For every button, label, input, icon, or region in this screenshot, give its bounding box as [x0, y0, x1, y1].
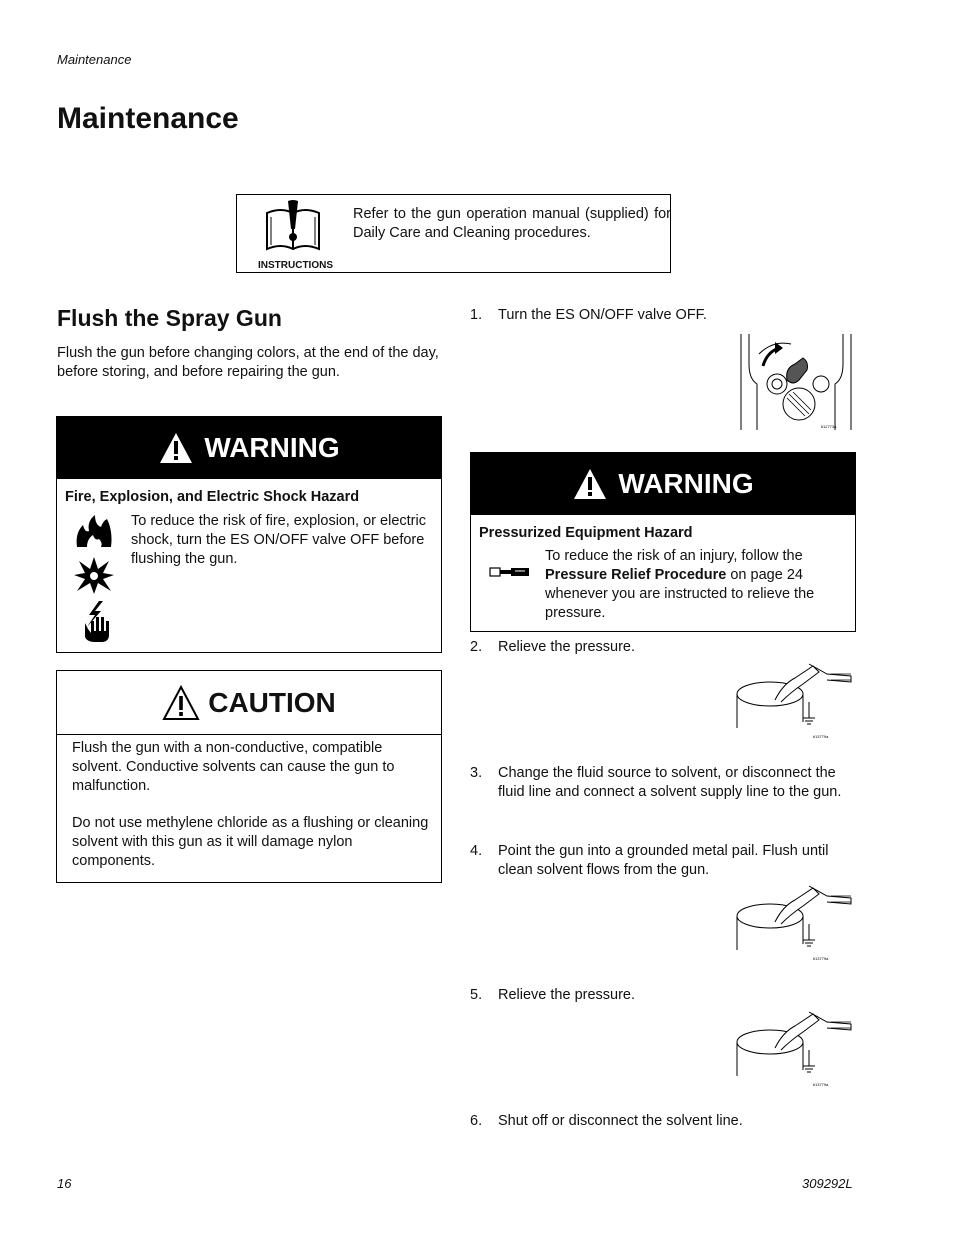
instruction-note-text: Refer to the gun operation manual (supplied) for Daily Care and Cleaning procedures. [353, 206, 671, 241]
svg-text:ti12773a: ti12773a [821, 424, 837, 429]
section-title: Flush the Spray Gun [57, 305, 282, 331]
pressure-relief-procedure-reference: Pressure Relief Procedure [545, 567, 727, 583]
step-text: Point the gun into a grounded metal pail. Flush until clean solvent flows from the gun. [498, 843, 829, 878]
hazard-title: Pressurized Equipment Hazard [479, 525, 693, 541]
pail-flush-figure [735, 882, 853, 964]
step-text: Relieve the pressure. [498, 639, 636, 655]
pail-flush-figure [735, 1008, 853, 1090]
electric-shock-icon [79, 601, 113, 643]
warning-triangle-icon [572, 467, 608, 501]
explosion-icon [73, 555, 115, 595]
hazard-text-part: on page 24 whenever you are instructed to relieve the pressure. [545, 567, 815, 621]
step-text: Change the fluid source to solvent, or disconnect the fluid line and connect a solvent supply line to the gun. [498, 765, 842, 800]
step-text: Shut off or disconnect the solvent line. [498, 1113, 743, 1129]
caution-paragraph-2: Do not use methylene chloride as a flushing or cleaning solvent with this gun as it will damage nylon components. [72, 815, 429, 869]
warning-pressurized-equipment [470, 452, 856, 632]
warning-header [471, 453, 855, 515]
svg-text:ti13779a: ti13779a [813, 1082, 829, 1087]
svg-text:ti13779a: ti13779a [813, 734, 829, 739]
pail-flush-figure [735, 660, 853, 742]
step-text: Relieve the pressure. [498, 987, 636, 1003]
step-number: 5. [470, 987, 483, 1003]
fire-icon [73, 513, 115, 549]
hazard-title: Fire, Explosion, and Electric Shock Hazard [65, 489, 360, 505]
es-valve-figure [737, 334, 855, 430]
warning-header [57, 417, 441, 479]
document-number: 309292L [802, 1176, 853, 1191]
step-number: 3. [470, 765, 483, 781]
instructions-icon-label: INSTRUCTIONS [258, 260, 333, 271]
page-number: 16 [57, 1176, 72, 1191]
hazard-text [545, 547, 849, 623]
warning-label: WARNING [204, 432, 340, 463]
caution-header [57, 671, 441, 735]
step-text: Turn the ES ON/OFF valve OFF. [498, 307, 707, 323]
hazard-text-part: To reduce the risk of an injury, follow the [545, 548, 803, 564]
instruction-note [236, 194, 671, 273]
page-title: Maintenance [57, 102, 239, 135]
pressure-gun-icon [489, 565, 531, 579]
caution-paragraph-1: Flush the gun with a non-conductive, compatible solvent. Conductive solvents can cause the gun to malfunction. [72, 740, 395, 794]
warning-label: WARNING [618, 468, 754, 499]
running-header: Maintenance [57, 52, 132, 67]
caution-triangle-icon [162, 685, 200, 721]
hazard-text: To reduce the risk of fire, explosion, or electric shock, turn the ES ON/OFF valve OFF before flushing the gun. [131, 513, 426, 567]
warning-triangle-icon [158, 431, 194, 465]
step-number: 6. [470, 1113, 483, 1129]
step-number: 1. [470, 307, 483, 323]
caution-box [56, 670, 442, 883]
caution-label: CAUTION [208, 686, 336, 718]
svg-text:ti13779a: ti13779a [813, 956, 829, 961]
step-number: 2. [470, 639, 483, 655]
step-number: 4. [470, 843, 483, 859]
warning-fire-explosion [56, 416, 442, 653]
section-intro: Flush the gun before changing colors, at the end of the day, before storing, and before repairing the gun. [57, 345, 439, 380]
manual-book-icon [263, 199, 323, 253]
